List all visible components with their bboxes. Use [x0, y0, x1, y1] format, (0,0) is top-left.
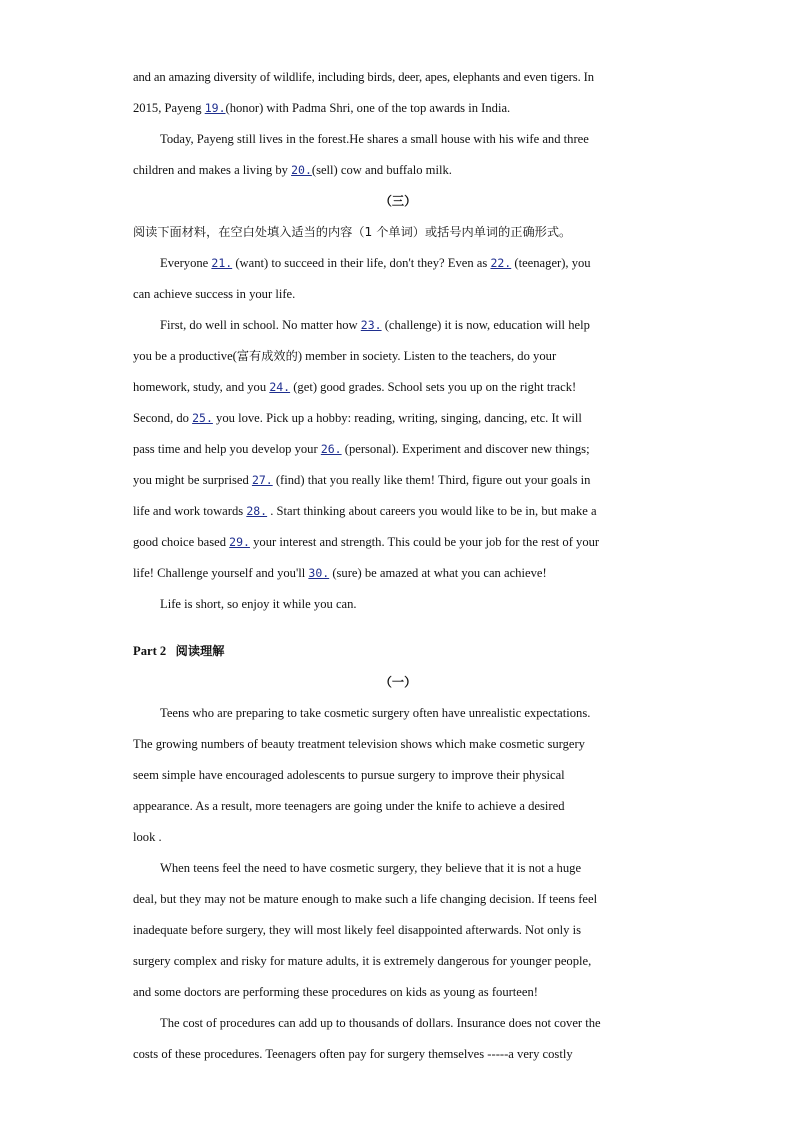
text-span: (want) to succeed in their life, don't they? Even as: [232, 256, 491, 270]
text-line: look .: [133, 830, 162, 844]
text-span: (sure) be amazed at what you can achieve!: [329, 566, 547, 580]
text-span: (challenge) it is now, education will help: [381, 318, 590, 332]
text-span: life! Challenge yourself and you'll: [133, 566, 309, 580]
blank-26[interactable]: 26.: [320, 442, 342, 456]
text-line: [133, 124, 663, 155]
blank-21[interactable]: 21.: [211, 256, 233, 270]
text-line: [133, 248, 663, 279]
text-line: costs of these procedures. Teenagers often pay for surgery themselves -----a very costly: [133, 1047, 573, 1061]
text-line: [133, 434, 663, 465]
text-line: inadequate before surgery, they will most likely feel disappointed afterwards. Not only is: [133, 923, 582, 937]
text-span: good choice based: [133, 535, 230, 549]
text-span: (teenager), you: [511, 256, 591, 270]
text-line: [133, 372, 663, 403]
text-line: seem simple have encouraged adolescents to pursue surgery to improve their physical: [133, 768, 565, 782]
text-span: children and makes a living by: [133, 163, 292, 177]
text-line: [133, 403, 663, 434]
text-span: (honor) with Padma Shri, one of the top awards in India.: [225, 101, 511, 115]
text-span: (find) that you really like them! Third, figure out your goals in: [272, 473, 591, 487]
blank-22[interactable]: 22.: [490, 256, 512, 270]
text-span: you be a productive(: [133, 349, 237, 363]
text-line: When teens feel the need to have cosmetic surgery, they believe that it is not a huge: [160, 861, 582, 875]
text-span: Life is short, so enjoy it while you can.: [160, 597, 357, 611]
text-line: appearance. As a result, more teenagers are going under the knife to achieve a desired: [133, 799, 565, 813]
text-span: pass time and help you develop your: [133, 442, 321, 456]
text-line: [133, 279, 663, 310]
text-span: Second, do: [133, 411, 193, 425]
text-span: your interest and strength. This could be your job for the rest of your: [249, 535, 600, 549]
part-title: [133, 636, 663, 667]
text-line: deal, but they may not be mature enough to make such a life changing decision. If teens feel: [133, 892, 598, 906]
text-line: [133, 527, 663, 558]
part-title-cn: 阅读理解: [175, 644, 225, 658]
blank-29[interactable]: 29.: [229, 535, 250, 549]
text-span: . Start thinking about careers you would like to be in, but make a: [267, 504, 597, 518]
blank-28[interactable]: 28.: [246, 504, 268, 518]
text-span: First, do well in school. No matter how: [160, 318, 361, 332]
text-line: Teens who are preparing to take cosmetic surgery often have unrealistic expectations.: [160, 706, 591, 720]
text-line: [133, 155, 663, 186]
text-line: surgery complex and risky for mature adults, it is extremely dangerous for younger people,: [133, 954, 592, 968]
text-line: [133, 465, 663, 496]
section-heading: （一）: [379, 675, 417, 689]
text-line: [133, 496, 663, 527]
text-span: (get) good grades. School sets you up on the right track!: [290, 380, 577, 394]
blank-19[interactable]: 19.: [204, 101, 226, 115]
text-span: Today, Payeng still lives in the forest.He shares a small house with his wife and three: [160, 132, 589, 146]
text-line: [133, 589, 663, 620]
text-span: Everyone: [160, 256, 212, 270]
text-line: and some doctors are performing these procedures on kids as young as fourteen!: [133, 985, 538, 999]
blank-24[interactable]: 24.: [269, 380, 291, 394]
text-span: can achieve success in your life.: [133, 287, 296, 301]
blank-30[interactable]: 30.: [308, 566, 330, 580]
part-title-en: Part 2: [133, 644, 167, 658]
text-line: [133, 310, 663, 341]
blank-27[interactable]: 27.: [251, 473, 273, 487]
text-line: [133, 341, 663, 372]
section-heading: （三）: [379, 194, 417, 208]
blank-20[interactable]: 20.: [291, 163, 312, 177]
instruction-text: 阅读下面材料，在空白处填入适当的内容（1 个单词）或括号内单词的正确形式。: [133, 225, 572, 239]
text-span: (personal). Experiment and discover new things;: [341, 442, 590, 456]
blank-25[interactable]: 25.: [192, 411, 213, 425]
text-line: [133, 62, 663, 93]
text-line: The growing numbers of beauty treatment television shows which make cosmetic surgery: [133, 737, 585, 751]
text-span: ) member in society. Listen to the teachers, do your: [297, 349, 557, 363]
blank-23[interactable]: 23.: [360, 318, 382, 332]
document-page: [133, 62, 663, 1070]
text-span: (sell) cow and buffalo milk.: [311, 163, 452, 177]
text-span: and an amazing diversity of wildlife, including birds, deer, apes, elephants and even tigers. In: [133, 70, 594, 84]
text-span: 2015, Payeng: [133, 101, 205, 115]
text-line: [133, 93, 663, 124]
text-span: homework, study, and you: [133, 380, 270, 394]
text-span: you love. Pick up a hobby: reading, writing, singing, dancing, etc. It will: [212, 411, 582, 425]
text-span: life and work towards: [133, 504, 247, 518]
text-span: you might be surprised: [133, 473, 252, 487]
text-line: The cost of procedures can add up to thousands of dollars. Insurance does not cover the: [160, 1016, 601, 1030]
text-line: [133, 558, 663, 589]
chinese-gloss: 富有成效的: [236, 349, 298, 363]
